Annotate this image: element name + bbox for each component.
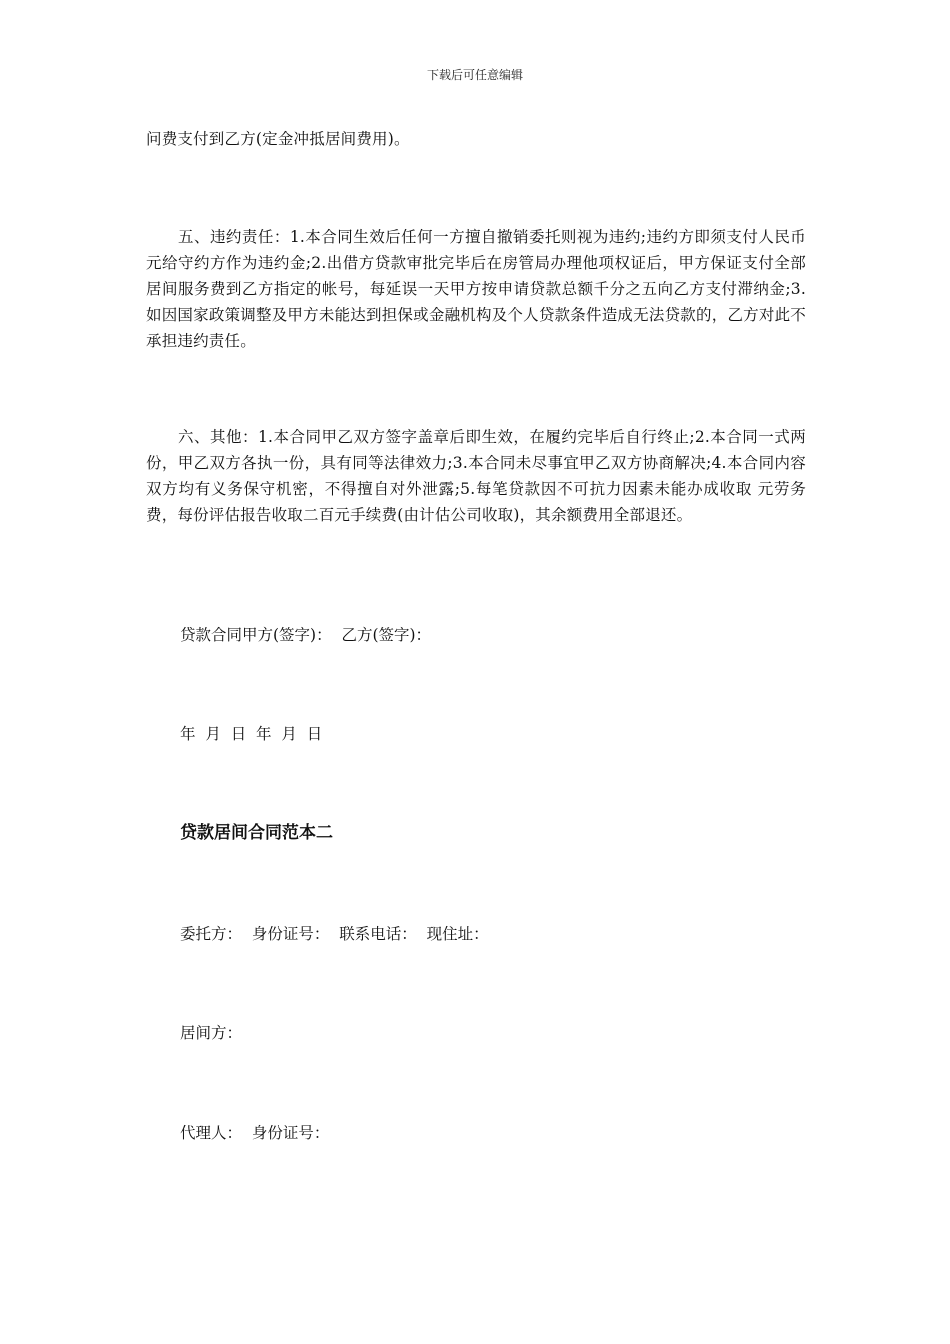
contract-template-heading: 贷款居间合同范本二 <box>180 823 333 843</box>
date-line: 年 月 日 年 月 日 <box>180 725 323 743</box>
paragraph-continuation: 问费支付到乙方(定金冲抵居间费用)。 <box>146 130 410 148</box>
section-breach-liability: 五、违约责任：1.本合同生效后任何一方擅自撤销委托则视为违约;违约方即须支付人民币 元给守约方作为违约金;2.出借方贷款审批完毕后在房管局办理他项权证后，甲方保证支付全部居间服务费到乙方指定的帐号，每延误一天甲方按申请贷款总额千分之五向乙方支付滞纳金;3.如因国家政策调整及甲方未能达到担保或金融机构及个人贷款条件造成无法贷款的，乙方对此不承担违约责任。 <box>146 228 806 350</box>
signature-line: 贷款合同甲方(签字)： 乙方(签字)： <box>180 626 432 644</box>
section-other-terms: 六、其他：1.本合同甲乙双方签字盖章后即生效，在履约完毕后自行终止;2.本合同一式两份，甲乙双方各执一份，具有同等法律效力;3.本合同未尽事宜甲乙双方协商解决;4.本合同内容双方均有义务保守机密，不得擅自对外泄露;5.每笔贷款因不可抗力因素未能办成收取 元劳务费，每份评估报告收取二百元手续费(由计估公司收取)，其余额费用全部退还。 <box>146 428 806 524</box>
client-info-line: 委托方： 身份证号： 联系电话： 现住址： <box>180 925 489 943</box>
agent-info-line: 代理人： 身份证号： <box>180 1124 330 1142</box>
intermediary-line: 居间方： <box>180 1024 243 1042</box>
header-note: 下载后可任意编辑 <box>426 68 523 82</box>
